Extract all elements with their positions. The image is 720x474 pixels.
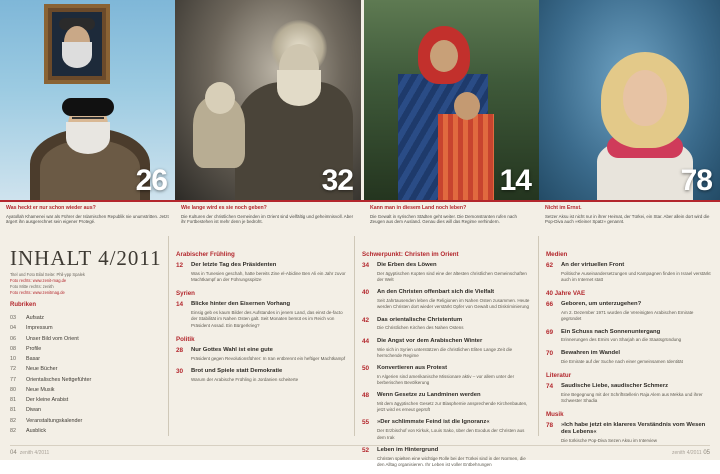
toc-entry-body: [377, 317, 532, 332]
toc-entry-page: 42: [362, 316, 370, 324]
inhalt-word: INHALT: [10, 246, 92, 270]
caption-band: [0, 200, 720, 236]
toc-entry-title: An den Christen offenbart sich die Vielfalt: [377, 289, 495, 296]
toc-entry[interactable]: [546, 329, 712, 344]
toc-entry-subtitle: Mit dem ägyptischen Gesetz zur Blasphemie ansprechende Kirchenbauten, jetzt wird es erneut geprüft: [377, 401, 528, 413]
singer-figure: [597, 52, 693, 200]
toc-entry-subtitle: Seit Jahrtausenden leben die Religionen im Nahen Osten zusammen. Heute werden Christen dort wieder verstärkt Opfer von Gewalt und Diskriminierung: [377, 298, 530, 310]
child-figure: [193, 96, 245, 168]
toc-entry[interactable]: [546, 262, 712, 283]
credit-line: Foto Mitte rechts: zenith: [10, 284, 54, 290]
toc-entry-title: Wenn Gesetze zu Landminen werden: [377, 392, 481, 399]
rubriken-label: Impressum: [26, 325, 53, 332]
toc-entry-subtitle: Erinnerungen des Emirs von Sharjah an die Staatsgründung: [561, 337, 682, 343]
toc-entry-body: [191, 347, 348, 362]
rubriken-page: 72: [10, 366, 16, 373]
toc-entry-subtitle: Die Emirate auf der Suche nach einer gemeinsamen Identität: [561, 358, 683, 364]
rubriken-page: 06: [10, 335, 16, 342]
toc-entry[interactable]: [362, 419, 532, 440]
toc-entry-body: [377, 419, 532, 440]
rubriken-page: 77: [10, 376, 16, 383]
column-divider: [354, 236, 355, 436]
toc-entry-title: Blicke hinter den Eisernen Vorhang: [191, 301, 291, 308]
toc-entry[interactable]: [176, 301, 348, 328]
toc-entry-page: 48: [362, 392, 370, 400]
rubriken-row[interactable]: [10, 385, 162, 395]
rubriken-label: Der kleine Arabist: [26, 397, 69, 404]
rubriken-label: Ausblick: [26, 427, 47, 434]
toc-entry-title: Die Erben des Löwen: [377, 262, 437, 268]
rubriken-row[interactable]: [10, 416, 162, 426]
footer-magazine: zenith 4/2011: [19, 450, 50, 456]
caption-text: Die Kulturen der christlichen Gemeinden im Orient sind vielfältig und geheimnisvoll. Aber ihr Fortbestehen ist mehr denn je bedroht.: [181, 213, 354, 225]
caption-title: Nicht im Ernst.: [545, 205, 582, 211]
rubriken-row[interactable]: [10, 395, 162, 405]
rubriken-label: Orientalisches Nettgefühter: [26, 376, 92, 383]
toc-entry-body: [561, 383, 712, 404]
toc-entry-subtitle: Wie sich in Syrien unterstützen die christlichen Eliten Lange Zeit die herrschende Regime: [377, 346, 513, 358]
photo-christian-icon-painting: [175, 0, 361, 200]
footer-page-number: 05: [703, 450, 710, 456]
footer-right: [669, 450, 710, 456]
toc-entry-subtitle: Die Christlichen Kirchen des Nahen Ostens: [377, 325, 464, 331]
toc-entry[interactable]: [546, 301, 712, 322]
toc-column-3: [546, 244, 712, 450]
rubriken-label: Neue Bücher: [26, 366, 58, 373]
toc-section-heading: Politik: [176, 335, 195, 343]
toc-entry-page: 28: [176, 346, 184, 354]
toc-entry[interactable]: [362, 392, 532, 413]
toc-entry-subtitle: Warum der Arabische Frühling in Jordanien scheiterte: [191, 376, 299, 382]
toc-section-heading: 40 Jahre VAE: [546, 290, 586, 298]
toc-entry-title: Saudische Liebe, saudischer Schmerz: [561, 382, 669, 389]
toc-entry-page: 50: [362, 364, 370, 372]
toc-entry-page: 55: [362, 419, 370, 427]
toc-entry-subtitle: Der Erzbischof von Kirkuk, Louis Sako, über den Exodus der Christen aus dem Irak: [377, 428, 525, 440]
photo-page-number: 32: [321, 164, 353, 197]
rubriken-page: 08: [10, 345, 16, 352]
toc-entry-page: 30: [176, 367, 184, 375]
toc-entry-body: [191, 301, 348, 328]
rubriken-row[interactable]: [10, 405, 162, 415]
toc-entry-body: [191, 262, 348, 283]
toc-entry-title: Leben im Hintergrund: [377, 446, 439, 453]
toc-entry-page: 69: [546, 328, 554, 336]
caption-4: [539, 200, 720, 236]
toc-entry-body: [377, 392, 532, 413]
toc-entry-subtitle: Einsig geb es kaum Bilder des Aufstandes in jenem Land, das einst de-facto der Stabilität im Nahen Osten galt. Seit Monaten bemüt es im Reich von Präsident Assad. Ein Bürgerkrieg?: [191, 310, 343, 328]
rubriken-page: 03: [10, 315, 16, 321]
rubriken-row[interactable]: [10, 426, 162, 436]
rubriken-heading: Rubriken: [10, 302, 37, 308]
toc-entry-title: Konvertieren aus Protest: [377, 364, 448, 371]
toc-entry[interactable]: [176, 347, 348, 362]
toc-entry-title: Brot und Spiele statt Demokratie: [191, 367, 283, 374]
issue-number: 4/2011: [98, 246, 162, 270]
toc-entry-page: 14: [176, 301, 184, 309]
toc-entry-page: 78: [546, 422, 554, 429]
rubriken-label: Unser Bild vom Orient: [26, 335, 79, 342]
rubriken-row[interactable]: [10, 364, 162, 374]
rubriken-page: 10: [10, 356, 16, 363]
credit-line: Foto rechts: www.zenitmag.de: [10, 290, 65, 296]
toc-entry[interactable]: [362, 338, 532, 359]
toc-entry-subtitle: Die türkische Pop-Diva Sezen Aksu im Interview: [561, 438, 658, 444]
toc-entry-page: 66: [546, 301, 554, 309]
toc-entry-body: [561, 329, 712, 344]
toc-entry[interactable]: [362, 289, 532, 310]
rubriken-row[interactable]: [10, 323, 162, 333]
rubriken-row[interactable]: [10, 344, 162, 354]
photo-khamenei-portrait: [0, 0, 175, 200]
footer-left: [10, 450, 49, 456]
credit-line: Foto rechts: www.zenit-mag.de: [10, 278, 67, 284]
toc-entry[interactable]: [362, 365, 532, 386]
toc-entry-body: [377, 338, 532, 359]
toc-entry[interactable]: [362, 317, 532, 332]
child-figure: [438, 92, 494, 200]
caption-3: [364, 200, 539, 236]
footer-page-number: 04: [10, 450, 17, 456]
toc-entry-body: [377, 289, 532, 310]
caption-text: Setzer Aksu ist nicht nur in ihrer Heimat, der Türkei, ein Star. Aber allein dort wird die Pop-Diva auch »Kleiner Spatz« genannt.: [545, 213, 710, 225]
rubriken-page: 80: [10, 386, 16, 393]
toc-entry[interactable]: [546, 350, 712, 365]
rubriken-label: Diwan: [26, 407, 41, 414]
toc-section-heading: Syrien: [176, 290, 195, 298]
toc-entry-title: Der letzte Tag des Präsidenten: [191, 262, 277, 268]
rubriken-list: [10, 302, 162, 436]
toc-entry-title: Die Angst vor dem Arabischen Winter: [377, 337, 483, 344]
toc-entry-page: 52: [362, 446, 370, 454]
toc-entry-body: [377, 365, 532, 386]
toc-entry-subtitle: Am 2. Dezember 1971 wurden die Vereinigten Arabischen Emirate gegründet: [561, 310, 694, 322]
toc-entry-body: [561, 350, 712, 365]
toc-entry-title: Das orientalische Christentum: [377, 316, 463, 323]
rubriken-label: Profile: [26, 345, 42, 352]
caption-1: [0, 200, 175, 236]
toc-entry-subtitle: Politische Auseinandersetzungen und Kampagnen finden in Israel verstärkt auch im Internet statt: [561, 270, 711, 283]
toc-entry-subtitle: In Algerien sind amerikanische Missionare aktiv – vor allem unter der berberischen Bevölkerung: [377, 373, 515, 385]
toc-entry-page: 44: [362, 337, 370, 345]
rubriken-page: 82: [10, 417, 16, 424]
toc-entry[interactable]: [176, 262, 348, 283]
caption-title: Was heckt er nur schon wieder aus?: [6, 205, 96, 211]
rubriken-label: Basar: [26, 356, 41, 363]
toc-entry-title: Nur Gottes Wahl ist eine gute: [191, 346, 273, 353]
photo-afghan-woman-child: [364, 0, 539, 200]
page-title: [10, 246, 162, 271]
rubriken-page: 81: [10, 407, 16, 414]
rubriken-label: Aufsatz: [26, 315, 44, 321]
photo-pop-diva-portrait: [539, 0, 720, 200]
toc-column-2: [362, 244, 532, 474]
rubriken-page: 82: [10, 427, 16, 434]
table-of-contents: [0, 236, 720, 467]
footer-magazine: zenith 4/2011: [671, 450, 702, 456]
toc-column-1: [176, 244, 348, 389]
rubriken-row[interactable]: [10, 334, 162, 344]
page-footer: [0, 442, 720, 456]
toc-entry-title: »Der schlimmste Feind ist die Ignoranz«: [377, 419, 490, 426]
wall-framed-portrait: [44, 4, 110, 84]
toc-entry-subtitle: Präsident gegen Revolutionsführer: In Iran entbrennt ein heftiger Machtkampf: [191, 355, 346, 361]
toc-entry-body: [191, 368, 348, 383]
toc-section-heading: Schwerpunkt: Christen im Orient: [362, 251, 459, 258]
toc-entry-title: Geboren, um unterzugehen?: [561, 301, 642, 308]
toc-entry-body: [377, 262, 532, 283]
column-divider: [538, 236, 539, 436]
toc-entry-page: 70: [546, 349, 554, 357]
toc-entry-title: An der virtuellen Front: [561, 262, 625, 268]
toc-section-heading: Literatur: [546, 371, 572, 379]
rubriken-label: Neue Musik: [26, 386, 55, 393]
toc-entry-subtitle: Eine Begegnung mit der Schriftstellerin Raja Alem aus Mekka und ihrer Schwester Shadia: [561, 391, 703, 403]
photo-strip: [0, 0, 720, 200]
rubriken-label: Veranstaltungskalender: [26, 417, 83, 424]
toc-entry-subtitle: Der ägyptischen Kopten sind eine der ältesten christlichen Gemeinschaften der Welt: [377, 270, 527, 283]
toc-entry-page: 12: [176, 262, 184, 269]
toc-section-heading: Arabischer Frühling: [176, 251, 235, 258]
column-divider: [168, 236, 169, 436]
imprint-credits: [10, 272, 160, 297]
toc-entry-body: [561, 301, 712, 322]
credit-line: Titel und Foto Bilal Seite: Phil-ypp Spalek: [10, 272, 85, 277]
toc-entry[interactable]: [546, 383, 712, 404]
toc-entry-title: Bewahren im Wandel: [561, 349, 621, 356]
toc-entry-page: 40: [362, 289, 370, 297]
photo-page-number: 26: [135, 164, 167, 197]
caption-text: Die Gewalt in syrischen Städten geht weiter. Die Demonstranten rufen nach Zeugen aus dem Ausland. Genau dies will das Regime verhindern.: [370, 213, 517, 225]
toc-entry-page: 74: [546, 382, 554, 390]
toc-entry-subtitle: Christen spielten eine wichtige Rolle bei der Türkei sind in der Normen, die den Alltag organisieren. Ihr Leben ist voller Entbehrungen: [377, 455, 526, 467]
toc-entry-page: 62: [546, 262, 554, 269]
toc-section-heading: Musik: [546, 411, 564, 418]
toc-entry-subtitle: Was in Tunesien geschah, hatte bereits Zine el-Abidine Ben Ali ein Jahr zuvor Machtkampf an der Führungsspitze: [191, 270, 346, 283]
toc-entry-title: Ein Schuss nach Sonnenuntergang: [561, 328, 661, 335]
cleric-figure: [30, 92, 150, 200]
rubriken-row[interactable]: [10, 354, 162, 364]
caption-text: Ayatollah Khamenei war als Führer der Islamischen Republik nie unumstritten. Jetzt ärgert ihn ausgerechnet sein eigener Protegé.: [6, 213, 169, 225]
rubriken-row[interactable]: [10, 313, 162, 323]
caption-2: [175, 200, 364, 236]
toc-entry-title: »Ich habe jetzt ein klareres Verständnis vom Wesen des Lebens«: [561, 422, 706, 436]
toc-entry[interactable]: [176, 368, 348, 383]
rubriken-page: 81: [10, 397, 16, 404]
caption-title: Kann man in diesem Land noch leben?: [370, 205, 467, 211]
toc-entry-body: [561, 262, 712, 283]
toc-section-heading: Medien: [546, 251, 568, 258]
rubriken-row[interactable]: [10, 375, 162, 385]
photo-page-number: 78: [680, 164, 712, 197]
caption-title: Wie lange wird es sie noch geben?: [181, 205, 267, 211]
toc-entry[interactable]: [362, 262, 532, 283]
toc-entry-page: 34: [362, 262, 370, 269]
photo-page-number: 14: [499, 164, 531, 197]
rubriken-page: 04: [10, 325, 16, 332]
